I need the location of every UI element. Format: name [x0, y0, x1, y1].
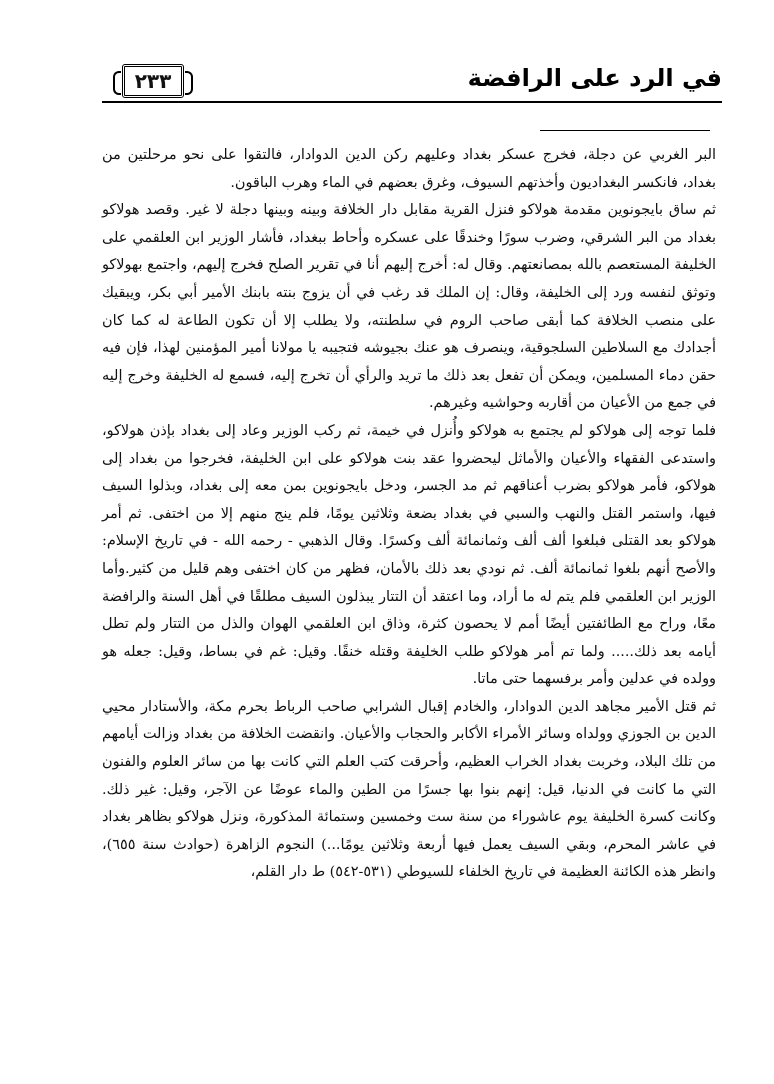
header-rule — [102, 101, 722, 103]
footnote-paragraph: ثم ساق بايجونوين مقدمة هولاكو فنزل القرية مقابل دار الخلافة وبينه وبينها دجلة لا غير. وقصد هولاكو بغداد من البر الشرقي، وضرب سورًا وخندقًا على عسكره وأحاط ببغداد، فأشار الوزير ابن العلقمي على الخليفة المستعصم بالله بمصانعتهم. وقال له: أخرج إليهم أنا في تقرير الصلح فخرج إليهم، واجتمع بهولاكو وتوثق لنفسه ورد إلى الخليفة، وقال: إن الملك قد رغب في أن يزوج بنته بابنك الأمير أبي بكر، ويبقيك على منصب الخلافة كما أبقى صاحب الروم في سلطنته، ولا يطلب إلا أن تكون الطاعة له كما كان أجدادك مع السلاطين السلجوقية، وينصرف هو عنك بجيوشه فتجيبه يا مولانا أمير المؤمنين لهذا، فإن فيه حقن دماء المسلمين، ويمكن أن تفعل بعد ذلك ما تريد والرأي أن تخرج إليه، فسمع له الخليفة وخرج إليه في جمع من الأعيان من أقاربه وحواشيه وغيرهم. — [102, 202, 716, 412]
footnote-paragraph: ثم قتل الأمير مجاهد الدين الدوادار، والخادم إقبال الشرابي صاحب الرباط بحرم مكة، والأستادار محيي الدين بن الجوزي وولداه وسائر الأمراء الأكابر والحجاب والأعيان. وانقضت الخلافة من بغداد وزالت أيامهم من تلك البلاد، وخربت بغداد الخراب العظيم، وأحرقت كتب العلم التي كانت بها من سائر العلوم والفنون التي ما كانت في الدنيا، قيل: إنهم بنوا بها جسرًا من الطين والماء عوضًا عن الآجر، وقيل: غير ذلك. وكانت كسرة الخليفة يوم عاشوراء من سنة ست وخمسين وستمائة المذكورة، ونزل هولاكو بظاهر بغداد في عاشر المحرم، وبقي السيف يعمل فيها أربعة وثلاثين يومًا...) النجوم الزاهرة (حوادث سنة ٦٥٥)، وانظر هذه الكائنة العظيمة في تاريخ الخلفاء للسيوطي (٥٣١-٥٤٢) ط دار القلم، — [102, 698, 716, 881]
page-number: ٢٣٣ — [122, 64, 184, 98]
page-header — [102, 60, 722, 104]
footnote-paragraph: فلما توجه إلى هولاكو لم يجتمع به هولاكو وأُنزل في خيمة، ثم ركب الوزير وعاد إلى بغداد بإذن هولاكو، واستدعى الفقهاء والأعيان والأماثل ليحضروا عقد بنت هولاكو على ابن الخليفة، فخرجوا من بغداد إلى هولاكو، فأمر هولاكو بضرب أعناقهم ثم مد الجسر، ودخل بايجونوين بمن معه إلى بغداد، وبذلوا السيف فيها، واستمر القتل والنهب والسبي في بغداد بضعة وثلاثين يومًا، فلم ينج منهم إلا من اختفى. ثم أمر هولاكو بعد القتلى فبلغوا ألف ألف وثمانمائة ألف وكسرًا. وقال الذهبي - رحمه الله - في تاريخ الإسلام: والأصح أنهم بلغوا ثمانمائة ألف. ثم نودي بعد ذلك بالأمان، فظهر من كان اختفى وهم قليل من كثير.وأما الوزير ابن العلقمي فلم يتم له ما أراد، وما اعتقد أن التتار يبذلون السيف مطلقًا في أهل السنة والرافضة معًا، وراح مع الطائفتين أيضًا أمم لا يحصون كثرة، وذاق ابن العلقمي الهوان والذل من التتار ولم تطل أيامه بعد ذلك..... ولما تم أمر هولاكو طلب الخليفة وقتله خنقًا. وقيل: غم في بساط، وقيل: جعله هو وولده في عدلين وأمر برفسهما حتى ماتا. — [102, 422, 716, 688]
footnote-paragraph: البر الغربي عن دجلة، فخرج عسكر بغداد وعليهم ركن الدين الدوادار، فالتقوا على نحو مرحلتين من بغداد، فانكسر البغداديون وأخذتهم السيوف، وغرق بعضهم في الماء وهرب الباقون. — [102, 147, 716, 191]
footnote-text — [102, 142, 716, 887]
footnote-separator — [540, 130, 710, 131]
running-title: في الرد على الرافضة — [467, 64, 722, 92]
